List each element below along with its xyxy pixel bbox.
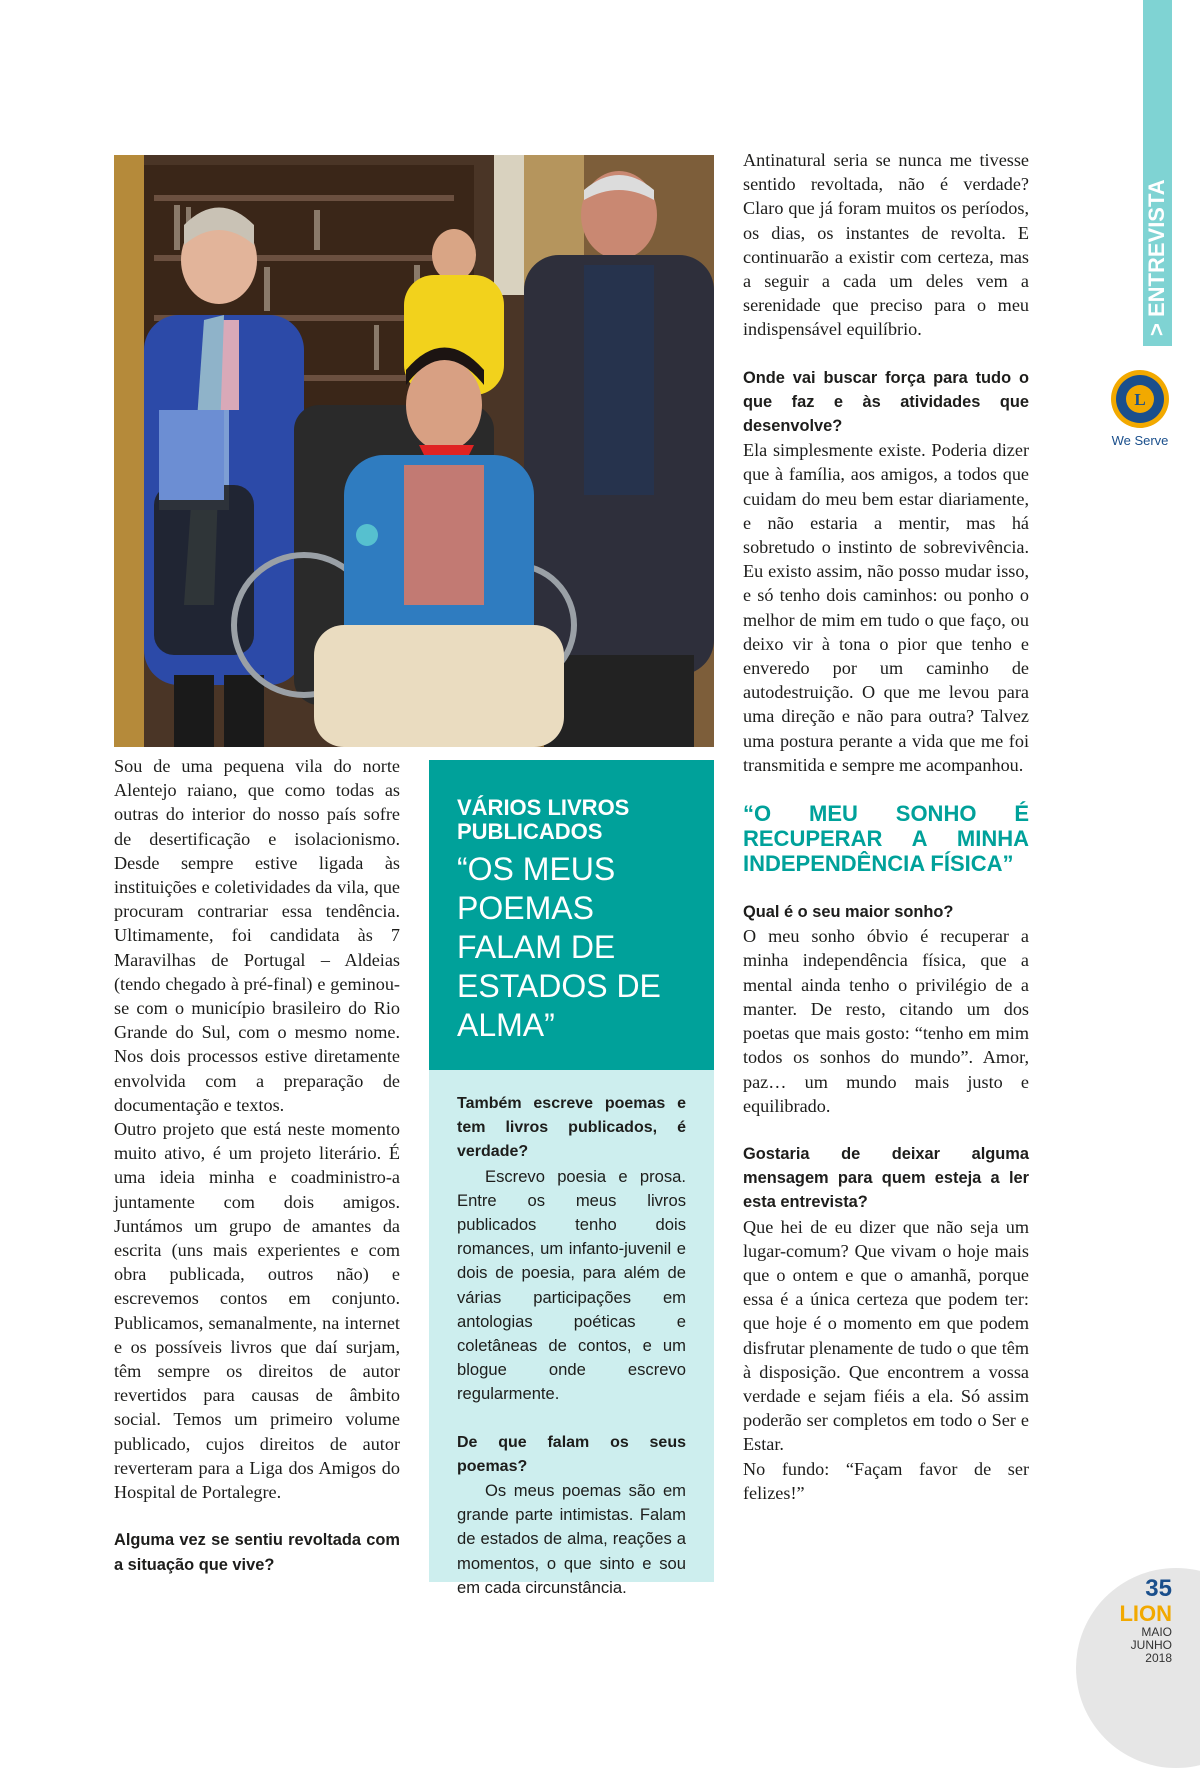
page-footer: [1119, 1576, 1172, 1665]
pull-quote-title: VÁRIOS LIVROS PUBLICADOS: [457, 795, 630, 844]
left-paragraph-2: Outro projeto que está neste momento muito ativo, é um projeto literário. É uma ideia minha e coadministro-a juntamente com dois amigos. Juntámos um grupo de amantes da escrita (uns mais experientes e com obra publicada, outros não) e escrevemos contos em conjunto. Publicamos, semanalmente, na internet e os possíveis livros que daí surjam, têm sempre os direitos de autor revertidos para causas de âmbito social. Temos um primeiro volume publicado, cujos direitos de autor reverteram para a Liga dos Amigos do Hospital de Portalegre.: [114, 1119, 400, 1503]
right-column: [743, 148, 1029, 1505]
page-number: 35: [1145, 1575, 1172, 1602]
right-answer-2: O meu sonho óbvio é recuperar a minha independência física, que a mental ainda tenho o privilégio de a manter. De resto, citando um dos poetas que mais gosto: “tenho em mim todos os sonhos do mundo”. Amor, paz… um mundo mais justo e equilibrado.: [743, 926, 1029, 1116]
right-paragraph-1: Antinatural seria se nunca me tivesse sentido revoltada, não é verdade? Claro que já foram muitos os períodos, os dias, os instantes de revolta. E continuarão a existir com certeza, mas a seguir a cada um deles vem a serenidade que preciso para o meu indispensável equilíbrio.: [743, 150, 1029, 340]
box-answer-2: Os meus poemas são em grande parte intimistas. Falam de estados de alma, reações a momentos, o que sinto e sou em cada circunstância.: [457, 1481, 686, 1597]
right-answer-1: Ela simplesmente existe. Poderia dizer que à família, aos amigos, a todos que cuidam do meu bem estar diariamente, e não estaria a mentir, mas há sobretudo o instinto de sobrevivência. Eu existo assim, não posso mudar isso, e só tenho dois caminhos: ou ponho o melhor de mim em tudo o que faço, ou deixo vir à tona o pior que tenho e enveredo por um caminho de autodestruição. O que me levou para uma direção e não para outra? Talvez uma postura perante a vida que me foi transmitida e sempre me acompanhou.: [743, 440, 1029, 775]
logo-letter: L: [1134, 390, 1146, 409]
section-tab: [1143, 0, 1172, 346]
article-photo: [114, 155, 714, 747]
left-column: [114, 754, 400, 1577]
right-question-3: Gostaria de deixar alguma mensagem para quem esteja a ler esta entrevista?: [743, 1144, 1029, 1212]
issue-month-2: JUNHO: [1130, 1638, 1172, 1652]
box-answer-1: Escrevo poesia e prosa. Entre os meus livros publicados tenho dois romances, um infanto-juvenil e dois de poesia, para além de várias participações em antologias poéticas e coletâneas de contos, e um blogue onde escrevo regularmente.: [457, 1166, 686, 1404]
photo-illustration: [114, 155, 714, 747]
lions-logo: [1106, 368, 1174, 448]
left-paragraph-1: Sou de uma pequena vila do norte Alentejo raiano, que como todas as outras do interior do nosso país sofre de desertificação e isolacionismo. Desde sempre estive ligada às instituições e coletividades da vila, que procuram contrariar essa tendência. Ultimamente, foi candidata às 7 Maravilhas de Portugal – Aldeias (tendo chegado à pré-final) e geminou-se com o município brasileiro do Rio Grande do Sul, com o mesmo nome. Nos dois processos estive diretamente envolvida com a preparação de documentação e textos.: [114, 756, 400, 1115]
lions-emblem-icon: [1109, 368, 1171, 430]
section-heading: “O MEU SONHO É RECUPERAR A MINHA INDEPENDÊNCIA FÍSICA”: [743, 801, 1029, 877]
right-answer-3: Que hei de eu dizer que não seja um lugar-comum? Que vivam o hoje mais que o ontem e que o amanhã, porque essa é a única certeza que podem ter: que hoje é o momento em que podem disfrutar plenamente de tudo o que têm à disposição. Que encontrem a vossa verdade e sejam fiéis a ela. Só assim poderão ser completos em todo o Ser e Estar.: [743, 1216, 1029, 1455]
pull-quote-box: [429, 760, 714, 1070]
box-question-1: Também escreve poemas e tem livros publicados, é verdade?: [457, 1095, 686, 1161]
left-question: Alguma vez se sentiu revoltada com a situação que vive?: [114, 1531, 400, 1574]
right-answer-3-closing: No fundo: “Façam favor de ser felizes!”: [743, 1458, 1029, 1503]
logo-tagline: We Serve: [1111, 433, 1169, 448]
right-question-2: Qual é o seu maior sonho?: [743, 903, 954, 922]
section-tab-label: > ENTREVISTA: [1144, 179, 1169, 336]
issue-year: 2018: [1145, 1651, 1172, 1665]
pull-quote-text: “OS MEUS POEMAS FALAM DE ESTADOS DE ALMA”: [457, 851, 661, 1043]
box-question-2: De que falam os seus poemas?: [457, 1433, 686, 1475]
sidebar-interview-box: [429, 1070, 714, 1597]
right-question-1: Onde vai buscar força para tudo o que faz e às atividades que desenvolve?: [743, 368, 1029, 436]
issue-month-1: MAIO: [1141, 1625, 1172, 1639]
magazine-name: LION: [1119, 1601, 1172, 1626]
